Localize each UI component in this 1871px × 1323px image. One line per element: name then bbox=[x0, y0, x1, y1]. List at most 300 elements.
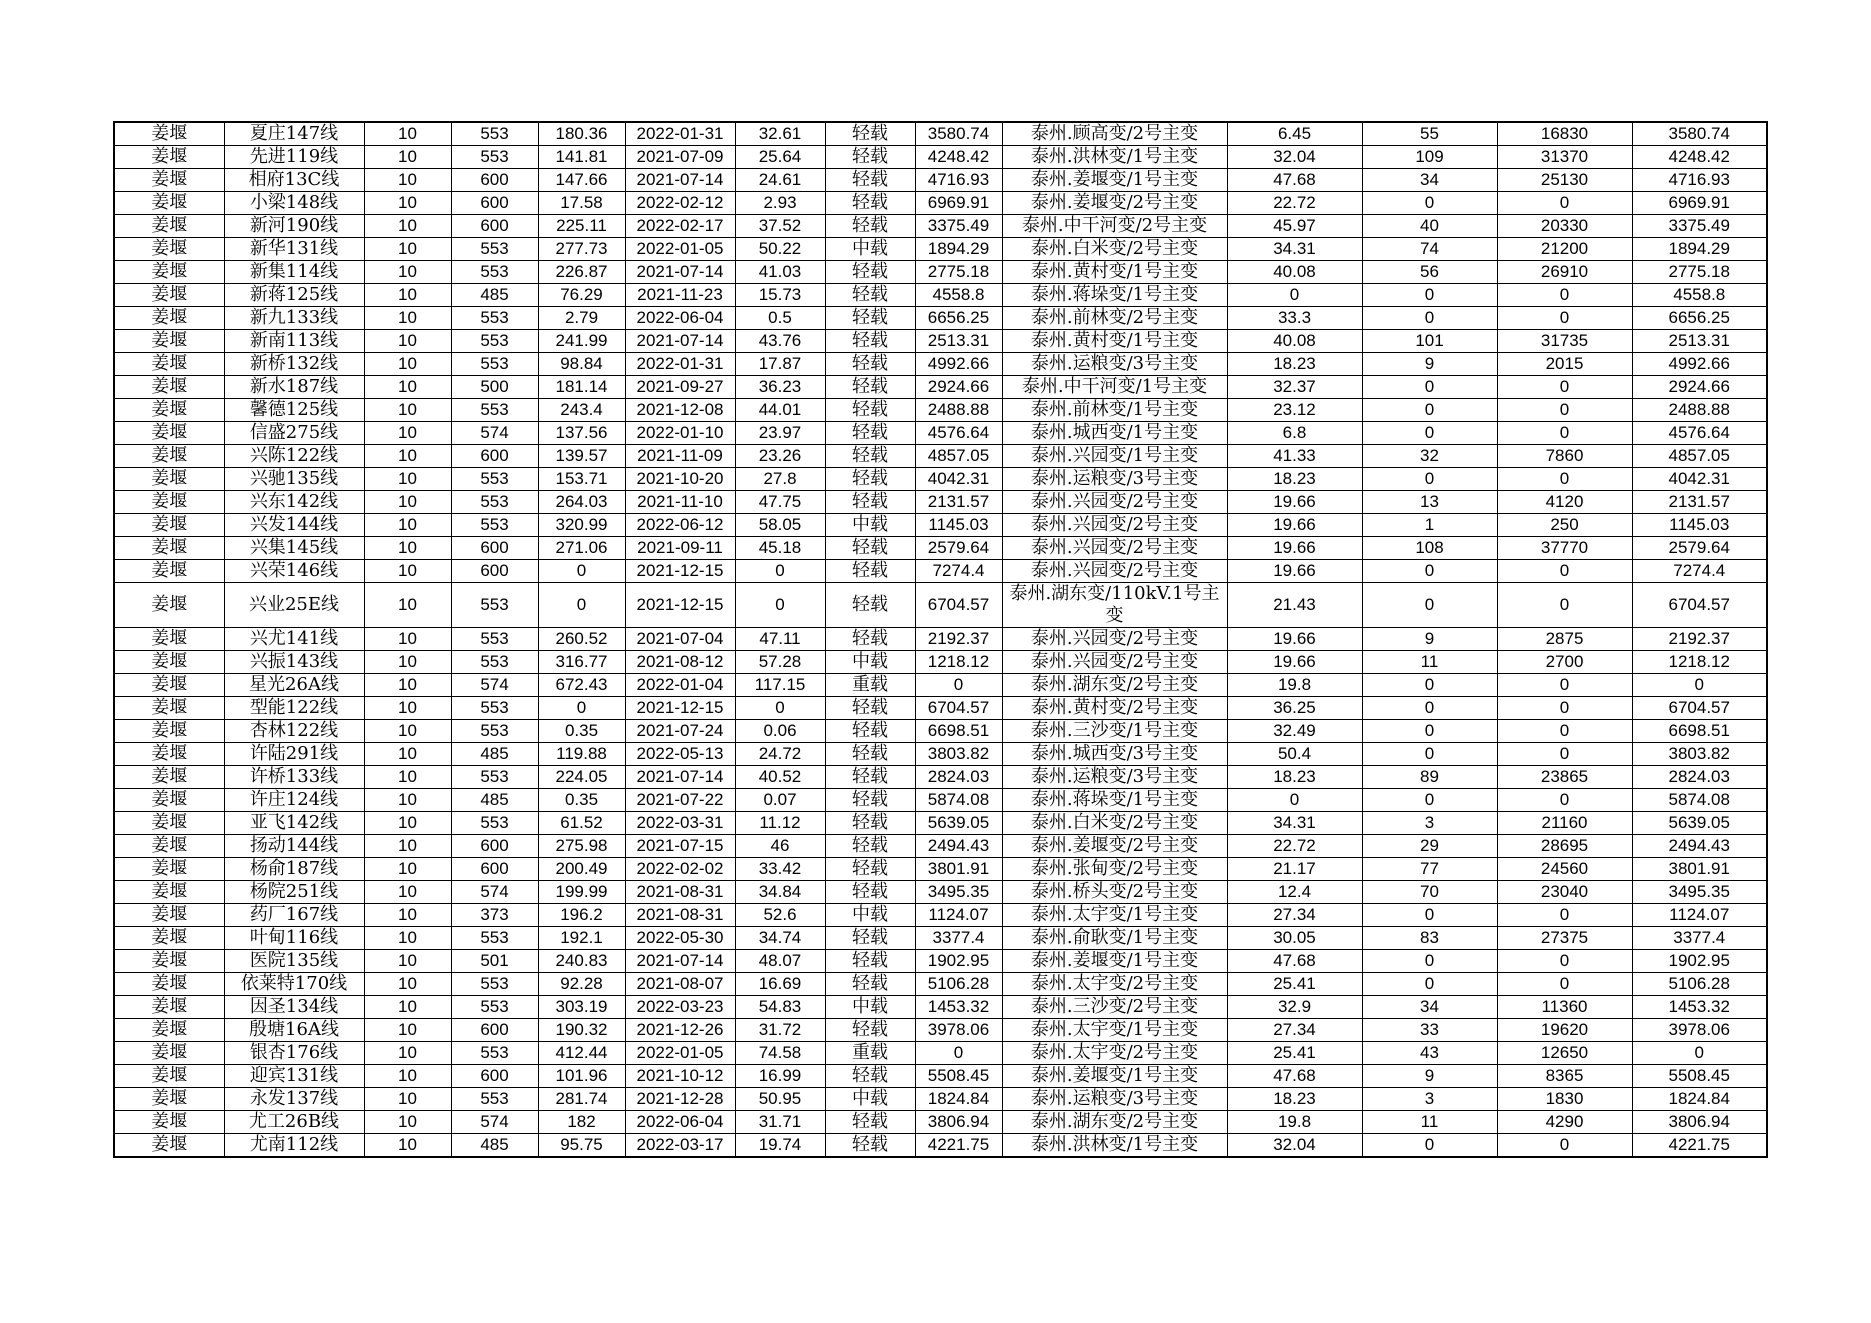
table-row bbox=[114, 697, 1767, 720]
load-status-cell: 轻载 bbox=[825, 950, 915, 973]
user-count-cell: 0 bbox=[1362, 399, 1497, 422]
load-rate-cell: 48.07 bbox=[735, 950, 825, 973]
remaining-capacity-cell: 3978.06 bbox=[1632, 1019, 1767, 1042]
available-capacity-cell: 7274.4 bbox=[915, 560, 1002, 583]
main-transformer-load-rate-cell: 40.08 bbox=[1227, 261, 1362, 284]
capacity-cell: 600 bbox=[451, 537, 538, 560]
date-cell: 2022-01-10 bbox=[625, 422, 735, 445]
voltage-cell: 10 bbox=[364, 720, 451, 743]
voltage-cell: 10 bbox=[364, 743, 451, 766]
load-rate-cell: 34.84 bbox=[735, 881, 825, 904]
table-row bbox=[114, 468, 1767, 491]
load-rate-cell: 74.58 bbox=[735, 1042, 825, 1065]
remaining-capacity-cell: 1218.12 bbox=[1632, 651, 1767, 674]
main-transformer-load-rate-cell: 25.41 bbox=[1227, 1042, 1362, 1065]
available-capacity-cell: 4716.93 bbox=[915, 169, 1002, 192]
date-cell: 2021-12-28 bbox=[625, 1088, 735, 1111]
substation-cell: 泰州.姜堰变/2号主变 bbox=[1002, 192, 1227, 215]
load-rate-cell: 46 bbox=[735, 835, 825, 858]
load-rate-cell: 23.26 bbox=[735, 445, 825, 468]
table-row bbox=[114, 583, 1767, 628]
user-count-cell: 0 bbox=[1362, 284, 1497, 307]
user-count-cell: 1 bbox=[1362, 514, 1497, 537]
capacity-cell: 553 bbox=[451, 628, 538, 651]
user-capacity-cell: 26910 bbox=[1497, 261, 1632, 284]
substation-cell: 泰州.顾高变/2号主变 bbox=[1002, 122, 1227, 146]
remaining-capacity-cell: 2924.66 bbox=[1632, 376, 1767, 399]
voltage-cell: 10 bbox=[364, 537, 451, 560]
substation-cell: 泰州.前林变/2号主变 bbox=[1002, 307, 1227, 330]
line-name-cell: 星光26A线 bbox=[224, 674, 364, 697]
user-capacity-cell: 21160 bbox=[1497, 812, 1632, 835]
available-capacity-cell: 0 bbox=[915, 1042, 1002, 1065]
load-rate-cell: 11.12 bbox=[735, 812, 825, 835]
line-name-cell: 小梁148线 bbox=[224, 192, 364, 215]
voltage-cell: 10 bbox=[364, 422, 451, 445]
line-name-cell: 先进119线 bbox=[224, 146, 364, 169]
user-count-cell: 9 bbox=[1362, 628, 1497, 651]
date-cell: 2021-12-15 bbox=[625, 697, 735, 720]
available-capacity-cell: 2131.57 bbox=[915, 491, 1002, 514]
load-status-cell: 轻载 bbox=[825, 743, 915, 766]
main-transformer-load-rate-cell: 30.05 bbox=[1227, 927, 1362, 950]
available-capacity-cell: 3377.4 bbox=[915, 927, 1002, 950]
district-cell: 姜堰 bbox=[114, 353, 224, 376]
max-current-cell: 0 bbox=[538, 583, 625, 628]
main-transformer-load-rate-cell: 33.3 bbox=[1227, 307, 1362, 330]
line-name-cell: 扬动144线 bbox=[224, 835, 364, 858]
line-name-cell: 叶甸116线 bbox=[224, 927, 364, 950]
voltage-cell: 10 bbox=[364, 215, 451, 238]
line-name-cell: 依莱特170线 bbox=[224, 973, 364, 996]
max-current-cell: 2.79 bbox=[538, 307, 625, 330]
capacity-cell: 485 bbox=[451, 284, 538, 307]
table-row bbox=[114, 1111, 1767, 1134]
load-status-cell: 轻载 bbox=[825, 468, 915, 491]
user-capacity-cell: 16830 bbox=[1497, 122, 1632, 146]
user-count-cell: 43 bbox=[1362, 1042, 1497, 1065]
substation-cell: 泰州.洪林变/1号主变 bbox=[1002, 1134, 1227, 1158]
table-row bbox=[114, 858, 1767, 881]
substation-cell: 泰州.运粮变/3号主变 bbox=[1002, 468, 1227, 491]
available-capacity-cell: 3978.06 bbox=[915, 1019, 1002, 1042]
substation-cell: 泰州.桥头变/2号主变 bbox=[1002, 881, 1227, 904]
line-name-cell: 殷塘16A线 bbox=[224, 1019, 364, 1042]
district-cell: 姜堰 bbox=[114, 399, 224, 422]
date-cell: 2021-07-04 bbox=[625, 628, 735, 651]
load-status-cell: 轻载 bbox=[825, 927, 915, 950]
max-current-cell: 243.4 bbox=[538, 399, 625, 422]
load-status-cell: 轻载 bbox=[825, 812, 915, 835]
substation-cell: 泰州.姜堰变/1号主变 bbox=[1002, 169, 1227, 192]
load-rate-cell: 27.8 bbox=[735, 468, 825, 491]
district-cell: 姜堰 bbox=[114, 238, 224, 261]
load-status-cell: 轻载 bbox=[825, 330, 915, 353]
line-name-cell: 杨俞187线 bbox=[224, 858, 364, 881]
load-rate-cell: 16.99 bbox=[735, 1065, 825, 1088]
remaining-capacity-cell: 4221.75 bbox=[1632, 1134, 1767, 1158]
load-rate-cell: 2.93 bbox=[735, 192, 825, 215]
user-capacity-cell: 23865 bbox=[1497, 766, 1632, 789]
voltage-cell: 10 bbox=[364, 1134, 451, 1158]
user-count-cell: 11 bbox=[1362, 651, 1497, 674]
table-row bbox=[114, 146, 1767, 169]
date-cell: 2022-01-05 bbox=[625, 238, 735, 261]
capacity-cell: 553 bbox=[451, 491, 538, 514]
user-capacity-cell: 4120 bbox=[1497, 491, 1632, 514]
substation-cell: 泰州.太宇变/2号主变 bbox=[1002, 1042, 1227, 1065]
capacity-cell: 553 bbox=[451, 996, 538, 1019]
load-rate-cell: 0.07 bbox=[735, 789, 825, 812]
remaining-capacity-cell: 2131.57 bbox=[1632, 491, 1767, 514]
line-name-cell: 信盛275线 bbox=[224, 422, 364, 445]
line-name-cell: 医院135线 bbox=[224, 950, 364, 973]
voltage-cell: 10 bbox=[364, 904, 451, 927]
line-name-cell: 尤南112线 bbox=[224, 1134, 364, 1158]
main-transformer-load-rate-cell: 27.34 bbox=[1227, 1019, 1362, 1042]
main-transformer-load-rate-cell: 22.72 bbox=[1227, 835, 1362, 858]
date-cell: 2021-07-14 bbox=[625, 169, 735, 192]
district-cell: 姜堰 bbox=[114, 307, 224, 330]
remaining-capacity-cell: 3375.49 bbox=[1632, 215, 1767, 238]
line-name-cell: 新南113线 bbox=[224, 330, 364, 353]
main-transformer-load-rate-cell: 18.23 bbox=[1227, 1088, 1362, 1111]
table-row bbox=[114, 789, 1767, 812]
line-name-cell: 兴尤141线 bbox=[224, 628, 364, 651]
user-count-cell: 0 bbox=[1362, 192, 1497, 215]
district-cell: 姜堰 bbox=[114, 651, 224, 674]
main-transformer-load-rate-cell: 18.23 bbox=[1227, 468, 1362, 491]
max-current-cell: 147.66 bbox=[538, 169, 625, 192]
date-cell: 2021-11-09 bbox=[625, 445, 735, 468]
available-capacity-cell: 1145.03 bbox=[915, 514, 1002, 537]
line-name-cell: 新桥132线 bbox=[224, 353, 364, 376]
date-cell: 2021-07-15 bbox=[625, 835, 735, 858]
main-transformer-load-rate-cell: 32.9 bbox=[1227, 996, 1362, 1019]
user-capacity-cell: 0 bbox=[1497, 284, 1632, 307]
date-cell: 2021-11-23 bbox=[625, 284, 735, 307]
voltage-cell: 10 bbox=[364, 812, 451, 835]
load-rate-cell: 50.22 bbox=[735, 238, 825, 261]
load-rate-cell: 0.5 bbox=[735, 307, 825, 330]
load-status-cell: 轻载 bbox=[825, 835, 915, 858]
voltage-cell: 10 bbox=[364, 881, 451, 904]
load-status-cell: 轻载 bbox=[825, 1019, 915, 1042]
capacity-cell: 553 bbox=[451, 720, 538, 743]
voltage-cell: 10 bbox=[364, 284, 451, 307]
voltage-cell: 10 bbox=[364, 307, 451, 330]
remaining-capacity-cell: 3806.94 bbox=[1632, 1111, 1767, 1134]
remaining-capacity-cell: 1145.03 bbox=[1632, 514, 1767, 537]
voltage-cell: 10 bbox=[364, 674, 451, 697]
user-count-cell: 13 bbox=[1362, 491, 1497, 514]
load-rate-cell: 47.75 bbox=[735, 491, 825, 514]
main-transformer-load-rate-cell: 22.72 bbox=[1227, 192, 1362, 215]
load-rate-cell: 24.72 bbox=[735, 743, 825, 766]
capacity-cell: 600 bbox=[451, 835, 538, 858]
available-capacity-cell: 1894.29 bbox=[915, 238, 1002, 261]
load-status-cell: 轻载 bbox=[825, 766, 915, 789]
max-current-cell: 303.19 bbox=[538, 996, 625, 1019]
user-count-cell: 34 bbox=[1362, 996, 1497, 1019]
substation-cell: 泰州.中干河变/1号主变 bbox=[1002, 376, 1227, 399]
line-name-cell: 兴发144线 bbox=[224, 514, 364, 537]
line-name-cell: 馨德125线 bbox=[224, 399, 364, 422]
remaining-capacity-cell: 6704.57 bbox=[1632, 697, 1767, 720]
available-capacity-cell: 3495.35 bbox=[915, 881, 1002, 904]
max-current-cell: 225.11 bbox=[538, 215, 625, 238]
available-capacity-cell: 1824.84 bbox=[915, 1088, 1002, 1111]
user-count-cell: 70 bbox=[1362, 881, 1497, 904]
available-capacity-cell: 2824.03 bbox=[915, 766, 1002, 789]
date-cell: 2021-12-26 bbox=[625, 1019, 735, 1042]
capacity-cell: 485 bbox=[451, 743, 538, 766]
max-current-cell: 226.87 bbox=[538, 261, 625, 284]
user-count-cell: 32 bbox=[1362, 445, 1497, 468]
main-transformer-load-rate-cell: 47.68 bbox=[1227, 1065, 1362, 1088]
load-rate-cell: 43.76 bbox=[735, 330, 825, 353]
user-capacity-cell: 21200 bbox=[1497, 238, 1632, 261]
max-current-cell: 153.71 bbox=[538, 468, 625, 491]
table-row bbox=[114, 674, 1767, 697]
capacity-cell: 553 bbox=[451, 122, 538, 146]
max-current-cell: 190.32 bbox=[538, 1019, 625, 1042]
line-name-cell: 银杏176线 bbox=[224, 1042, 364, 1065]
user-capacity-cell: 8365 bbox=[1497, 1065, 1632, 1088]
remaining-capacity-cell: 2488.88 bbox=[1632, 399, 1767, 422]
date-cell: 2021-08-31 bbox=[625, 881, 735, 904]
table-row bbox=[114, 445, 1767, 468]
max-current-cell: 672.43 bbox=[538, 674, 625, 697]
table-row bbox=[114, 904, 1767, 927]
available-capacity-cell: 2579.64 bbox=[915, 537, 1002, 560]
voltage-cell: 10 bbox=[364, 445, 451, 468]
capacity-cell: 553 bbox=[451, 330, 538, 353]
user-capacity-cell: 0 bbox=[1497, 192, 1632, 215]
table-row bbox=[114, 973, 1767, 996]
district-cell: 姜堰 bbox=[114, 192, 224, 215]
user-count-cell: 33 bbox=[1362, 1019, 1497, 1042]
main-transformer-load-rate-cell: 34.31 bbox=[1227, 238, 1362, 261]
available-capacity-cell: 5508.45 bbox=[915, 1065, 1002, 1088]
main-transformer-load-rate-cell: 6.8 bbox=[1227, 422, 1362, 445]
substation-cell: 泰州.姜堰变/1号主变 bbox=[1002, 1065, 1227, 1088]
load-status-cell: 重载 bbox=[825, 1042, 915, 1065]
table-row bbox=[114, 1065, 1767, 1088]
capacity-cell: 553 bbox=[451, 1042, 538, 1065]
table-row bbox=[114, 376, 1767, 399]
substation-cell: 泰州.黄村变/1号主变 bbox=[1002, 261, 1227, 284]
user-count-cell: 83 bbox=[1362, 927, 1497, 950]
user-count-cell: 0 bbox=[1362, 950, 1497, 973]
load-rate-cell: 0.06 bbox=[735, 720, 825, 743]
load-rate-cell: 47.11 bbox=[735, 628, 825, 651]
user-count-cell: 0 bbox=[1362, 307, 1497, 330]
date-cell: 2021-11-10 bbox=[625, 491, 735, 514]
main-transformer-load-rate-cell: 21.17 bbox=[1227, 858, 1362, 881]
remaining-capacity-cell: 1824.84 bbox=[1632, 1088, 1767, 1111]
user-count-cell: 3 bbox=[1362, 1088, 1497, 1111]
data-table bbox=[113, 121, 1768, 1158]
remaining-capacity-cell: 2824.03 bbox=[1632, 766, 1767, 789]
remaining-capacity-cell: 4857.05 bbox=[1632, 445, 1767, 468]
district-cell: 姜堰 bbox=[114, 720, 224, 743]
max-current-cell: 98.84 bbox=[538, 353, 625, 376]
remaining-capacity-cell: 4558.8 bbox=[1632, 284, 1767, 307]
load-status-cell: 轻载 bbox=[825, 537, 915, 560]
voltage-cell: 10 bbox=[364, 261, 451, 284]
user-count-cell: 40 bbox=[1362, 215, 1497, 238]
district-cell: 姜堰 bbox=[114, 284, 224, 307]
available-capacity-cell: 0 bbox=[915, 674, 1002, 697]
main-transformer-load-rate-cell: 36.25 bbox=[1227, 697, 1362, 720]
date-cell: 2021-09-27 bbox=[625, 376, 735, 399]
date-cell: 2022-02-12 bbox=[625, 192, 735, 215]
user-count-cell: 0 bbox=[1362, 743, 1497, 766]
main-transformer-load-rate-cell: 27.34 bbox=[1227, 904, 1362, 927]
substation-cell: 泰州.洪林变/1号主变 bbox=[1002, 146, 1227, 169]
voltage-cell: 10 bbox=[364, 973, 451, 996]
user-capacity-cell: 31370 bbox=[1497, 146, 1632, 169]
district-cell: 姜堰 bbox=[114, 1065, 224, 1088]
table-row bbox=[114, 812, 1767, 835]
district-cell: 姜堰 bbox=[114, 422, 224, 445]
district-cell: 姜堰 bbox=[114, 996, 224, 1019]
user-count-cell: 0 bbox=[1362, 789, 1497, 812]
user-capacity-cell: 37770 bbox=[1497, 537, 1632, 560]
district-cell: 姜堰 bbox=[114, 261, 224, 284]
load-status-cell: 轻载 bbox=[825, 583, 915, 628]
load-status-cell: 轻载 bbox=[825, 1111, 915, 1134]
district-cell: 姜堰 bbox=[114, 835, 224, 858]
date-cell: 2021-07-14 bbox=[625, 261, 735, 284]
substation-cell: 泰州.湖东变/2号主变 bbox=[1002, 674, 1227, 697]
load-rate-cell: 34.74 bbox=[735, 927, 825, 950]
main-transformer-load-rate-cell: 12.4 bbox=[1227, 881, 1362, 904]
substation-cell: 泰州.兴园变/2号主变 bbox=[1002, 491, 1227, 514]
district-cell: 姜堰 bbox=[114, 628, 224, 651]
date-cell: 2021-07-14 bbox=[625, 330, 735, 353]
user-capacity-cell: 24560 bbox=[1497, 858, 1632, 881]
date-cell: 2022-01-31 bbox=[625, 122, 735, 146]
user-count-cell: 0 bbox=[1362, 973, 1497, 996]
remaining-capacity-cell: 2192.37 bbox=[1632, 628, 1767, 651]
max-current-cell: 0.35 bbox=[538, 720, 625, 743]
remaining-capacity-cell: 7274.4 bbox=[1632, 560, 1767, 583]
table-row bbox=[114, 353, 1767, 376]
substation-cell: 泰州.兴园变/2号主变 bbox=[1002, 537, 1227, 560]
user-count-cell: 109 bbox=[1362, 146, 1497, 169]
date-cell: 2022-01-04 bbox=[625, 674, 735, 697]
table-row bbox=[114, 261, 1767, 284]
district-cell: 姜堰 bbox=[114, 468, 224, 491]
remaining-capacity-cell: 3803.82 bbox=[1632, 743, 1767, 766]
user-count-cell: 0 bbox=[1362, 904, 1497, 927]
available-capacity-cell: 5874.08 bbox=[915, 789, 1002, 812]
table-row bbox=[114, 399, 1767, 422]
capacity-cell: 373 bbox=[451, 904, 538, 927]
remaining-capacity-cell: 1453.32 bbox=[1632, 996, 1767, 1019]
line-name-cell: 新蒋125线 bbox=[224, 284, 364, 307]
table-row bbox=[114, 169, 1767, 192]
load-rate-cell: 19.74 bbox=[735, 1134, 825, 1158]
max-current-cell: 316.77 bbox=[538, 651, 625, 674]
line-name-cell: 新河190线 bbox=[224, 215, 364, 238]
substation-cell: 泰州.兴园变/1号主变 bbox=[1002, 445, 1227, 468]
district-cell: 姜堰 bbox=[114, 560, 224, 583]
capacity-cell: 600 bbox=[451, 560, 538, 583]
table-row bbox=[114, 238, 1767, 261]
load-rate-cell: 117.15 bbox=[735, 674, 825, 697]
capacity-cell: 574 bbox=[451, 422, 538, 445]
main-transformer-load-rate-cell: 32.49 bbox=[1227, 720, 1362, 743]
main-transformer-load-rate-cell: 6.45 bbox=[1227, 122, 1362, 146]
load-rate-cell: 52.6 bbox=[735, 904, 825, 927]
load-status-cell: 轻载 bbox=[825, 858, 915, 881]
remaining-capacity-cell: 3580.74 bbox=[1632, 122, 1767, 146]
load-status-cell: 轻载 bbox=[825, 399, 915, 422]
user-count-cell: 9 bbox=[1362, 353, 1497, 376]
user-count-cell: 0 bbox=[1362, 1134, 1497, 1158]
load-status-cell: 中载 bbox=[825, 238, 915, 261]
main-transformer-load-rate-cell: 0 bbox=[1227, 284, 1362, 307]
table-row bbox=[114, 766, 1767, 789]
user-count-cell: 0 bbox=[1362, 674, 1497, 697]
line-name-cell: 新华131线 bbox=[224, 238, 364, 261]
available-capacity-cell: 2488.88 bbox=[915, 399, 1002, 422]
district-cell: 姜堰 bbox=[114, 376, 224, 399]
load-status-cell: 轻载 bbox=[825, 307, 915, 330]
load-status-cell: 轻载 bbox=[825, 284, 915, 307]
load-rate-cell: 37.52 bbox=[735, 215, 825, 238]
main-transformer-load-rate-cell: 19.66 bbox=[1227, 514, 1362, 537]
substation-cell: 泰州.俞耿变/1号主变 bbox=[1002, 927, 1227, 950]
max-current-cell: 196.2 bbox=[538, 904, 625, 927]
date-cell: 2022-05-30 bbox=[625, 927, 735, 950]
max-current-cell: 137.56 bbox=[538, 422, 625, 445]
user-count-cell: 74 bbox=[1362, 238, 1497, 261]
capacity-cell: 553 bbox=[451, 583, 538, 628]
capacity-cell: 553 bbox=[451, 651, 538, 674]
available-capacity-cell: 6969.91 bbox=[915, 192, 1002, 215]
capacity-cell: 553 bbox=[451, 1088, 538, 1111]
load-status-cell: 轻载 bbox=[825, 628, 915, 651]
table-row bbox=[114, 1134, 1767, 1158]
max-current-cell: 139.57 bbox=[538, 445, 625, 468]
user-count-cell: 108 bbox=[1362, 537, 1497, 560]
date-cell: 2022-05-13 bbox=[625, 743, 735, 766]
table-row bbox=[114, 743, 1767, 766]
load-status-cell: 轻载 bbox=[825, 1134, 915, 1158]
remaining-capacity-cell: 2494.43 bbox=[1632, 835, 1767, 858]
district-cell: 姜堰 bbox=[114, 697, 224, 720]
substation-cell: 泰州.姜堰变/1号主变 bbox=[1002, 950, 1227, 973]
district-cell: 姜堰 bbox=[114, 1088, 224, 1111]
line-name-cell: 永发137线 bbox=[224, 1088, 364, 1111]
table-row bbox=[114, 215, 1767, 238]
substation-cell: 泰州.运粮变/3号主变 bbox=[1002, 353, 1227, 376]
user-capacity-cell: 0 bbox=[1497, 904, 1632, 927]
available-capacity-cell: 6656.25 bbox=[915, 307, 1002, 330]
district-cell: 姜堰 bbox=[114, 1134, 224, 1158]
capacity-cell: 553 bbox=[451, 697, 538, 720]
line-name-cell: 兴集145线 bbox=[224, 537, 364, 560]
remaining-capacity-cell: 5639.05 bbox=[1632, 812, 1767, 835]
table-row bbox=[114, 1088, 1767, 1111]
load-rate-cell: 23.97 bbox=[735, 422, 825, 445]
main-transformer-load-rate-cell: 47.68 bbox=[1227, 169, 1362, 192]
user-count-cell: 0 bbox=[1362, 376, 1497, 399]
